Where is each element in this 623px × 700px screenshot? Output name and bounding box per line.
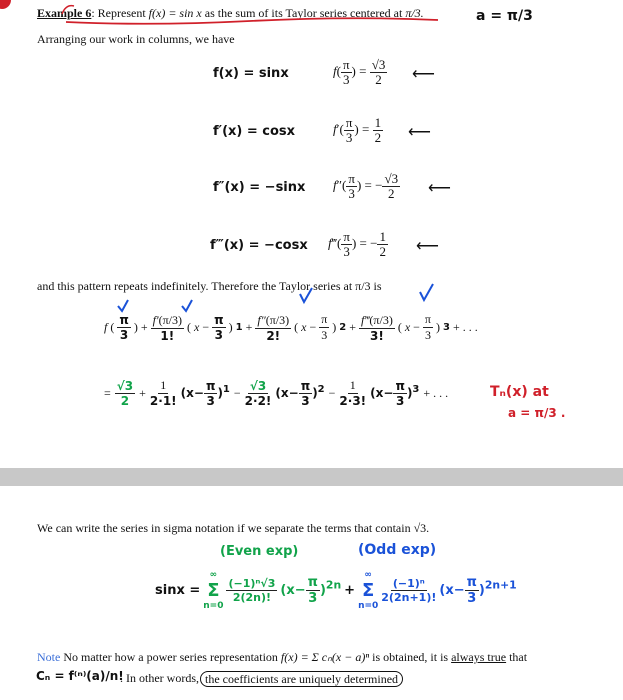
pattern-text: and this pattern repeats indefinitely. Therefore the Taylor series at π/3 is [37, 279, 382, 293]
sigma-formula: sinx = ∞ Σ n=0 $\frac{\text{(−1)ⁿ√3}}{2(2n)!}$ (x− $\frac{\pi}{3}$ )$^{2n}$ + ∞ Σ n=0 $\frac{\text{(−1)ⁿ}}{2(2n+1)!}$ (x− $\frac{\pi}{3}$ )$^{2n+1}$ [155, 570, 517, 611]
arrow-3-icon: ⟵ [416, 238, 439, 255]
row-2-hand: f″(x) = −sinx [213, 180, 306, 195]
coefficients-boxed: the coefficients are uniquely determined [200, 671, 403, 687]
row-3-formula: f‴( $\frac{\pi}{3}$ ) = − $\frac{1}{2}$ [328, 229, 386, 259]
annotation-tn: Tₙ(x) at [490, 384, 549, 400]
row-0-formula: f( $\frac{\pi}{3}$ ) = $\frac{√3}{2}$ [333, 57, 386, 87]
note-label: Note [37, 650, 61, 664]
divider-bar [0, 468, 623, 486]
note-always: always true [451, 650, 507, 664]
example-centered: centered at [350, 6, 403, 20]
example-label: Example 6 [37, 6, 92, 20]
note-formula: f(x) = Σ cₙ(x − a)ⁿ [280, 650, 370, 664]
cn-hand: Cₙ = f⁽ⁿ⁾(a)/n! [36, 669, 124, 683]
annotation-a: a = π/3 [476, 8, 533, 24]
row-3-hand: f‴(x) = −cosx [210, 238, 308, 253]
row-0-hand: f(x) = sinx [213, 66, 289, 81]
example-prefix: : Represent [91, 6, 149, 20]
example-function: f(x) = sin x [148, 6, 202, 20]
other-words: . In other words, [120, 671, 199, 685]
row-1-hand: f′(x) = cosx [213, 124, 296, 139]
arrow-2-icon: ⟵ [428, 180, 451, 197]
note-line: Note No matter how a power series representation f(x) = Σ cₙ(x − a)ⁿ is obtained, it is always true that [37, 650, 528, 664]
row-2-formula: f″( $\frac{\pi}{3}$ ) = − $\frac{√3}{2}$ [333, 171, 399, 201]
series-1: f ( $\frac{\pi}{3}$ ) + $\frac{f'(\pi/3)}{1!}$ ( x − $\frac{\pi}{3}$ ) 1 + $\frac{f''(\pi/3)}{2!}$ ( x − $\frac{\pi}{3}$ ) 2 + $\frac{f‴(\pi/3)}{3!}$ ( x − $\frac{\pi}{3}$ ) 3 + . . . [104, 312, 478, 343]
sigma-text: We can write the series in sigma notation if we separate the terms that contain √3. [37, 521, 430, 535]
even-exp-label: (Even exp) [220, 544, 299, 559]
check-icons [0, 276, 623, 316]
annotation-tn-a: a = π/3 . [508, 406, 566, 420]
odd-exp-label: (Odd exp) [358, 542, 437, 558]
arranging-text: Arranging our work in columns, we have [37, 32, 235, 46]
example-center: π/3. [402, 6, 424, 20]
example-mid: as the sum of its Taylor series [201, 6, 351, 20]
series-2: = $\frac{√3}{2}$ + $\frac{1}{2\cdot 1!}$ (x− $\frac{\pi}{3}$ )$^1$ − $\frac{√3}{2\cdot 2!}$ (x− $\frac{\pi}{3}$ )$^2$ − $\frac{1}{2\cdot 3!}$ (x− $\frac{\pi}{3}$ )$^3$ + . . . [104, 378, 449, 408]
row-1-formula: f′( $\frac{\pi}{3}$ ) = $\frac{1}{2}$ [333, 115, 382, 145]
arrow-0-icon: ⟵ [412, 66, 435, 83]
arrow-1-icon: ⟵ [408, 124, 431, 141]
